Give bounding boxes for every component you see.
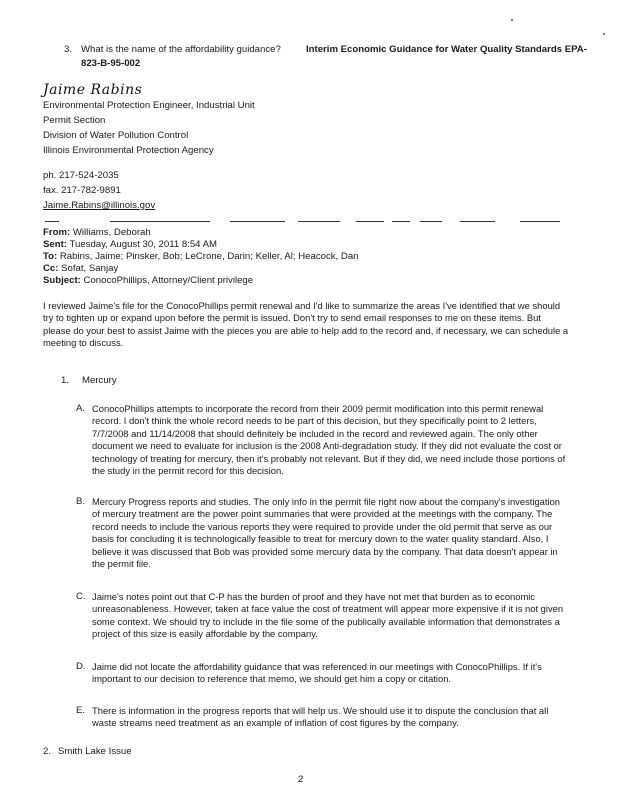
signature-agency: Illinois Environmental Protection Agency (43, 145, 214, 156)
signature-title: Environmental Protection Engineer, Industrial Unit (43, 100, 255, 111)
separator-rule (460, 221, 495, 222)
item-a-letter: A. (76, 403, 86, 414)
item-b-text: Mercury Progress reports and studies. The only info in the permit file right now about the company's investigation of mercury treatment are the power point summaries that were provided at the meetings with the company. The record needs to include the various reports they were required to provide under the old permit that serve as our basis for concluding it is technologically feasible to treat for mercury down to the water quality standard. Also, I believe it was discussed that Bob was provided some mercury data by the company. That data doesn't appear in the permit file. (92, 496, 560, 570)
item-e-text: There is information in the progress reports that will help us. We should use it to dispute the conclusion that all waste streams need treatment as an example of inflation of cost figures by the company. (92, 705, 549, 729)
section1-title: Mercury (82, 375, 117, 386)
cc-label: Cc: (43, 263, 59, 274)
item-d-letter: D. (76, 661, 86, 672)
email-to (43, 251, 359, 263)
signature-script: Jaime Rabins (43, 82, 143, 98)
signature-division: Division of Water Pollution Control (43, 130, 189, 141)
guidance-code: 823-B-95-002 (81, 58, 141, 69)
question-number: 3. (64, 44, 73, 55)
signature-email-link[interactable]: Jaime.Rabins@illinois.gov (43, 200, 156, 211)
sent-value: Tuesday, August 30, 2011 8:54 AM (69, 239, 218, 250)
to-value: Rabins, Jaime; Pinsker, Bob; LeCrone, Darin; Keller, Al; Heacock, Dan (59, 251, 359, 262)
section2-number: 2. (43, 746, 52, 757)
separator-rule (420, 221, 442, 222)
separator-rule (110, 221, 210, 222)
separator-rule (520, 221, 560, 222)
item-a-text: ConocoPhillips attempts to incorporate the record from their 2009 permit modification into this permit renewal record. I don't think the whole record needs to be part of this decision, but they specifically point to 2 letters, 7/7/2008 and 11/14/2008 that should definitely be included in the record and reviewed again. The only other document we need to evaluate for inclusion is the 2008 Anti-degradation study. If they did not evaluate the cost or technology of treating for mercury, then it's probably not relevant. But if they did, we need include those portions of the study in the permit record for this decision. (92, 403, 566, 477)
subject-value: ConocoPhillips, Attorney/Client privilege (83, 275, 254, 286)
intro-paragraph: I reviewed Jaime's file for the ConocoPhillips permit renewal and I'd like to summarize the areas I've identified that we should try to tighten up or expand upon before the permit is issued. Don't try to send email responses to me on these items. But please do your best to assist Jaime with the pieces you are able to help add to the record and, if necessary, we can schedule a meeting to discuss. (43, 300, 569, 349)
section1-number: 1. (61, 375, 70, 386)
email-sent (43, 239, 217, 251)
item-d-text: Jaime did not locate the affordability guidance that was referenced in our meetings with ConocoPhillips. If it's important to our decision to reference that memo, we should get him a copy or citation. (92, 661, 542, 685)
item-e-letter: E. (76, 705, 86, 716)
separator-rule (356, 221, 384, 222)
to-label: To: (43, 251, 58, 262)
email-subject (43, 275, 253, 287)
email-cc (43, 263, 118, 275)
page-number: 2 (298, 774, 304, 785)
item-b-letter: B. (76, 496, 86, 507)
separator-rule (45, 221, 59, 222)
guidance-title: Interim Economic Guidance for Water Quality Standards EPA- (306, 44, 587, 55)
separator-rule (230, 221, 285, 222)
item-c-letter: C. (76, 591, 86, 602)
from-value: Williams, Deborah (72, 227, 151, 238)
separator-rule (298, 221, 340, 222)
scan-speck (603, 33, 605, 35)
subject-label: Subject: (43, 275, 81, 286)
signature-section: Permit Section (43, 115, 106, 126)
sent-label: Sent: (43, 239, 67, 250)
cc-value: Sofat, Sanjay (61, 263, 119, 274)
scan-speck (511, 19, 513, 21)
email-from (43, 227, 151, 239)
from-label: From: (43, 227, 71, 238)
section2-title: Smith Lake Issue (58, 746, 132, 757)
signature-phone: ph. 217-524-2035 (43, 170, 119, 181)
item-c-text: Jaime's notes point out that C-P has the burden of proof and they have not met that burden as to economic unreasonableness. However, taken at face value the cost of treatment will appear more expensive if it is not given some context. We should try to include in the file some of the publically available information that demonstrates a project of this size is easily affordable by the company. (92, 591, 564, 640)
separator-rule (392, 221, 410, 222)
signature-fax: fax. 217-782-9891 (43, 185, 121, 196)
question-text: What is the name of the affordability guidance? (81, 44, 281, 55)
